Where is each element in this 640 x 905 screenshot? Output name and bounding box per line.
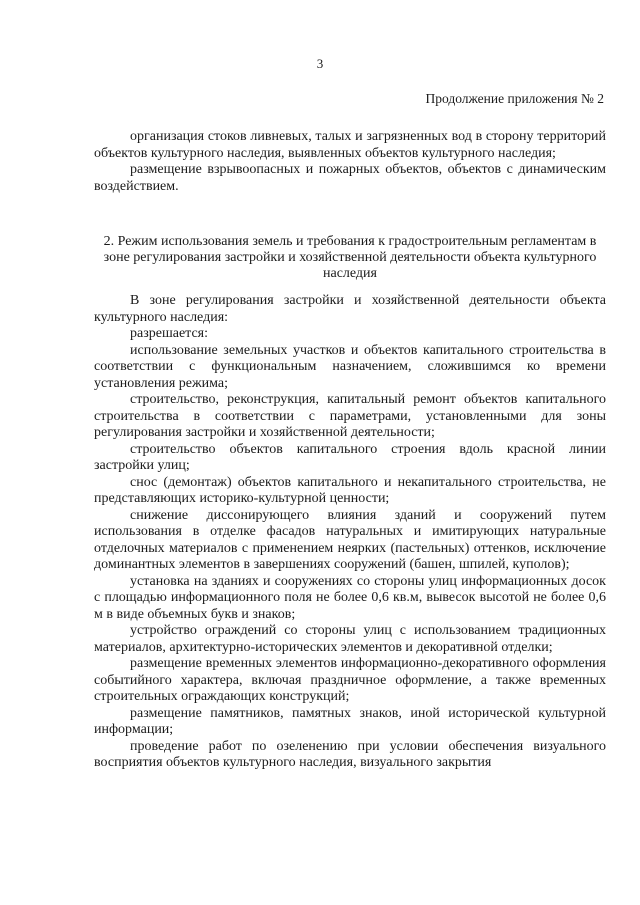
list-item: размещение взрывоопасных и пожарных объектов, объектов с динамическим воздействием. (94, 162, 606, 194)
list-item: размещение временных элементов информационно-декоративного оформления событийного характера, включая праздничное оформление, а также временных строительных ограждающих конструкций; (94, 656, 606, 704)
page-number: 3 (316, 56, 324, 71)
list-item: строительство объектов капитального строения вдоль красной линии застройки улиц; (94, 441, 606, 473)
list-item: устройство ограждений со стороны улиц с использованием традиционных материалов, архитектурно-исторических элементов и декоративной отделки; (94, 623, 606, 655)
appendix-continuation-label: Продолжение приложения № 2 (425, 91, 604, 106)
allowed-label: разрешается: (130, 326, 208, 341)
list-item: организация стоков ливневых, талых и загрязненных вод в сторону территорий объектов культурного наследия, выявленных объектов культурного наследия; (94, 129, 606, 161)
section-title: 2. Режим использования земель и требования к градостроительным регламентам в зоне регулирования застройки и хозяйственной деятельности объекта культурного наследия (103, 234, 597, 281)
list-item: снижение диссонирующего влияния зданий и сооружений путем использования в отделке фасадов натуральных и имитирующих натуральные отделочных материалов с применением неярких (пастельных) оттенков, исключение доминантных элементов в завершениях сооружений (башен, шпилей, куполов); (94, 507, 606, 572)
section-lead: В зоне регулирования застройки и хозяйственной деятельности объекта культурного наследия: (94, 293, 606, 325)
list-item: проведение работ по озеленению при условии обеспечения визуального восприятия объектов культурного наследия, визуального закрытия (94, 738, 606, 770)
list-item: использование земельных участков и объектов капитального строительства в соответствии с функциональным назначением, сложившимся ко времени установления режима; (94, 342, 606, 391)
list-item: снос (демонтаж) объектов капитального и некапитального строительства, не представляющих историко-культурной ценности; (94, 474, 606, 506)
section-body (94, 293, 606, 772)
intro-list (94, 129, 606, 195)
list-item: строительство, реконструкция, капитальный ремонт объектов капитального строительства в соответствии с параметрами, установленными для зоны регулирования застройки и хозяйственной деятельности; (94, 392, 606, 440)
list-item: установка на зданиях и сооружениях со стороны улиц информационных досок с площадью информационного поля не более 0,6 кв.м, вывесок высотой не более 0,6 м в виде объемных букв и знаков; (94, 573, 606, 622)
list-item: размещение памятников, памятных знаков, иной исторической культурной информации; (94, 705, 606, 737)
